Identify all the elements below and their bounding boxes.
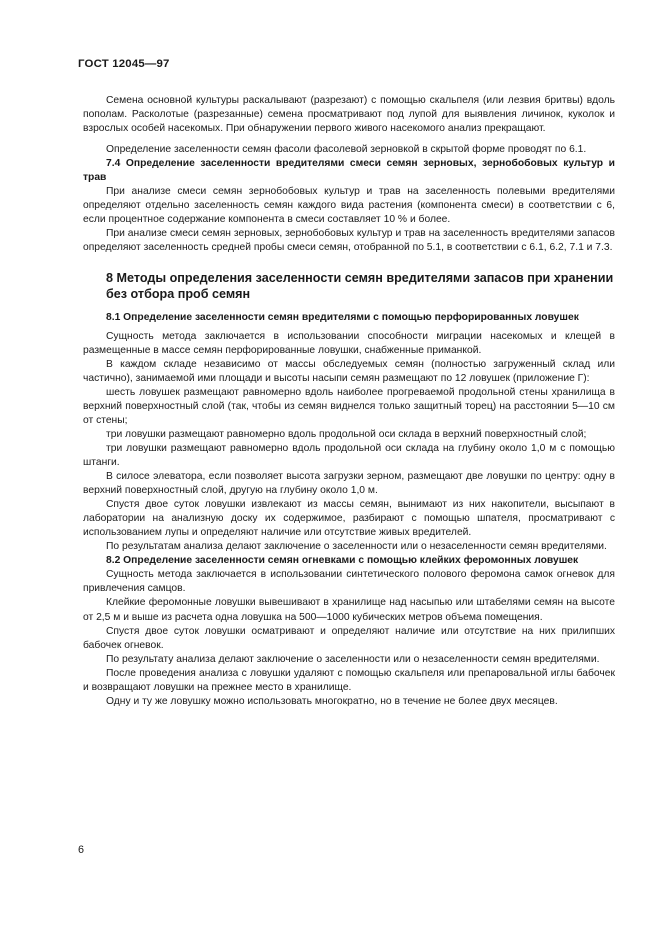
paragraph: Спустя двое суток ловушки извлекают из массы семян, вынимают из них накопители, высыпают в лаборатории на анализную доску их содержимое, разбирают с помощью шпателя, просматривают с использованием лупы и определяют наличие или отсутствие живых вредителей. xyxy=(83,499,615,539)
paragraph: Спустя двое суток ловушки осматривают и определяют наличие или отсутствие на них прилипших бабочек огневок. xyxy=(83,625,615,651)
paragraph: Семена основной культуры раскалывают (разрезают) с помощью скальпеля (или лезвия бритвы) вдоль пополам. Расколотые (разрезанные) семена просматривают под лупой для выявления личинок, куколок и взрослых особей насекомых. При обнаружении первого живого насекомого анализ прекращают. xyxy=(83,95,615,135)
paragraph: В силосе элеватора, если позволяет высота загрузки зерном, размещают две ловушки по центру: одну в верхний поверхностный слой, другую на глубину около 1,0 м. xyxy=(83,471,615,497)
paragraph: Определение заселенности семян фасоли фасолевой зерновкой в скрытой форме проводят по 6.1. xyxy=(106,144,587,156)
paragraph: При анализе смеси семян зерновых, зернобобовых культур и трав на заселенность вредителями запасов определяют заселенность средней пробы смеси семян, отобранной по 5.1, в соответствии с 6.1, 6.2, 7.1 и 7.3. xyxy=(83,228,615,254)
list-item: три ловушки размещают равномерно вдоль продольной оси склада в верхний поверхностный слой; xyxy=(106,428,587,440)
paragraph: После проведения анализа с ловушки удаляют с помощью скальпеля или препаровальной иглы бабочек и возвращают ловушки на прежнее место в хранилище. xyxy=(83,667,615,693)
document-code-header: ГОСТ 12045—97 xyxy=(78,58,170,70)
paragraph: В каждом складе независимо от массы обследуемых семян (полностью загруженный склад или частично), занимаемой ими площади и высоты насыпи семян размещают по 12 ловушек (приложение Г): xyxy=(83,358,615,384)
subsection-heading-8-2: 8.2 Определение заселенности семян огневками с помощью клейких феромонных ловушек xyxy=(106,555,579,567)
section-title-8: 8 Методы определения заселенности семян вредителями запасов при хранении без отбора проб семян xyxy=(106,270,614,301)
subsection-heading-8-1: 8.1 Определение заселенности семян вредителями с помощью перфорированных ловушек xyxy=(106,311,579,323)
paragraph: Клейкие феромонные ловушки вывешивают в хранилище над насыпью или штабелями семян на высоте от 2,5 м и выше из расчета одна ловушка на 500—1000 кубических метров объема помещения. xyxy=(83,597,615,623)
subsection-heading-7-4: 7.4 Определение заселенности вредителями смеси семян зерновых, зернобобовых культур и трав xyxy=(83,158,615,184)
paragraph: Одну и ту же ловушку можно использовать многократно, но в течение не более двух месяцев. xyxy=(106,695,558,707)
page-body xyxy=(83,94,615,709)
paragraph: Сущность метода заключается в использовании способности миграции насекомых и клещей в размещенные в массе семян перфорированные ловушки, снабженные приманкой. xyxy=(83,330,615,356)
list-item: шесть ловушек размещают равномерно вдоль наиболее прогреваемой продольной стены хранилища в верхний поверхностный слой (так, чтобы из семян виднелся только защитный торец) на расстоянии 5—10 см от стены; xyxy=(83,386,615,426)
paragraph: При анализе смеси семян зернобобовых культур и трав на заселенность полевыми вредителями определяют отдельно заселенность семян каждого вида растения (компонента смеси) в соответствии с 6, если процентное содержание компонента в смеси составляет 10 % и более. xyxy=(83,186,615,226)
paragraph: По результату анализа делают заключение о заселенности или о незаселенности семян вредителями. xyxy=(106,653,600,665)
paragraph: По результатам анализа делают заключение о заселенности или о незаселенности семян вредителями. xyxy=(106,541,607,553)
page-number: 6 xyxy=(78,844,85,856)
paragraph: Сущность метода заключается в использовании синтетического полового феромона самок огневок для привлечения самцов. xyxy=(83,569,615,595)
list-item: три ловушки размещают равномерно вдоль продольной оси склада на глубину около 1,0 м с помощью штанги. xyxy=(83,442,615,468)
